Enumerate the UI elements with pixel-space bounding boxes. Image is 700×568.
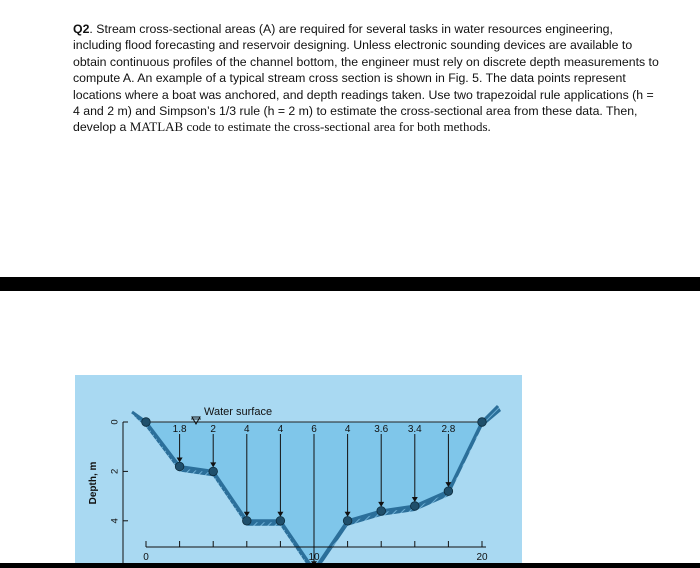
figure-panel xyxy=(0,291,700,563)
data-point xyxy=(276,517,285,526)
question-body: . Stream cross-sectional areas (A) are required for several tasks in water resources engineering, including flood forecasting and reservoir designing. Unless electronic sounding devices are available to obtain continuous profiles of the channel bottom, the engineer must rely on discrete depth measurements to compute A. An example of a typical stream cross section is shown in Fig. 5. The data points represent locations where a boat was anchored, and depth readings taken. Use two trapezoidal rule applications (h = 4 and 2 m) and Simpson’s 1/3 rule (h = 2 m) to estimate the cross-sectional area from these data. Then, develop a xyxy=(73,22,659,135)
water-surface-label: Water surface xyxy=(204,406,273,418)
question-body-serif: MATLAB code to estimate the cross-sectional area for both methods. xyxy=(129,119,491,135)
y-tick-label: 4 xyxy=(109,518,121,524)
question-text xyxy=(73,21,663,136)
depth-label: 4 xyxy=(344,424,351,435)
depth-label: 4 xyxy=(244,424,250,435)
depth-label: 6 xyxy=(311,424,317,435)
depth-label: 3.4 xyxy=(407,424,422,435)
data-point xyxy=(478,418,487,427)
data-point xyxy=(377,507,386,516)
y-tick-label: 0 xyxy=(109,419,121,425)
x-tick-label: 10 xyxy=(308,552,320,563)
data-point xyxy=(209,467,218,476)
stream-cross-section-figure xyxy=(0,291,700,563)
question-panel xyxy=(0,0,700,277)
data-point xyxy=(343,517,352,526)
data-point xyxy=(142,418,151,427)
depth-label: 2.8 xyxy=(441,424,456,435)
x-tick-label: 20 xyxy=(476,552,488,563)
data-point xyxy=(444,487,453,496)
depth-label: 2 xyxy=(210,424,216,435)
question-number: Q2 xyxy=(73,22,90,36)
depth-label: 1.8 xyxy=(172,424,187,435)
depth-label: 4 xyxy=(277,424,284,435)
y-tick-label: 2 xyxy=(109,468,121,475)
data-point xyxy=(411,502,420,511)
depth-label: 3.6 xyxy=(374,424,389,435)
data-point xyxy=(175,462,184,471)
data-point xyxy=(243,517,252,526)
y-axis-label: Depth, m xyxy=(88,461,99,505)
x-tick-label: 0 xyxy=(143,552,149,563)
